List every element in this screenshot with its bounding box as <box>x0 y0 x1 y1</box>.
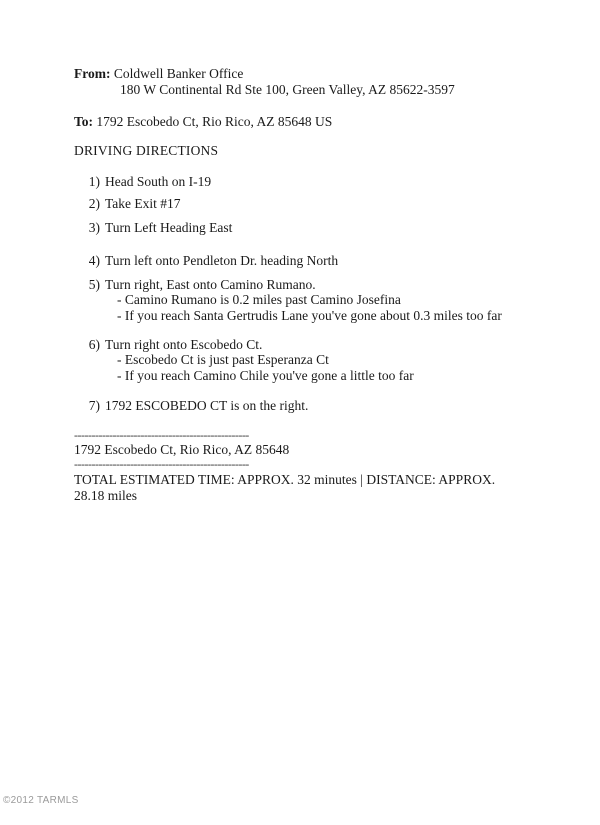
from-address: 180 W Continental Rd Ste 100, Green Valley, AZ 85622-3597 <box>120 82 455 97</box>
step-number: 7) <box>88 398 100 413</box>
step-number: 2) <box>88 196 100 211</box>
step-1 <box>74 174 211 190</box>
step-text: Turn left onto Pendleton Dr. heading North <box>105 253 339 268</box>
divider-top: -------------------------------------------------- <box>74 428 249 442</box>
step-3 <box>74 220 232 236</box>
from-line <box>74 66 243 82</box>
step-text: 1792 ESCOBEDO CT is on the right. <box>105 398 309 413</box>
step-text: Turn right, East onto Camino Rumano. <box>105 277 316 292</box>
step-number: 1) <box>88 174 100 189</box>
step-7 <box>74 398 308 414</box>
summary-line-2: 28.18 miles <box>74 488 137 503</box>
step-6-note-1: - Escobedo Ct is just past Esperanza Ct <box>117 352 329 367</box>
step-text: Take Exit #17 <box>105 196 181 211</box>
step-5-note-1: - Camino Rumano is 0.2 miles past Camino Josefina <box>117 292 401 307</box>
destination-address: 1792 Escobedo Ct, Rio Rico, AZ 85648 <box>74 442 290 457</box>
step-5 <box>74 277 316 293</box>
step-number: 3) <box>88 220 100 235</box>
step-text: Turn right onto Escobedo Ct. <box>105 337 263 352</box>
step-number: 6) <box>88 337 100 352</box>
step-2 <box>74 196 181 212</box>
copyright-watermark: ©2012 TARMLS <box>3 795 79 806</box>
to-label: To: <box>74 114 94 129</box>
from-label: From: <box>74 66 111 81</box>
step-6-note-2: - If you reach Camino Chile you've gone a little too far <box>117 368 414 383</box>
from-name: Coldwell Banker Office <box>113 66 244 81</box>
step-5-note-2: - If you reach Santa Gertrudis Lane you've gone about 0.3 miles too far <box>117 308 502 323</box>
step-6 <box>74 337 262 353</box>
step-number: 4) <box>88 253 100 268</box>
to-line <box>74 114 332 130</box>
step-text: Head South on I-19 <box>105 174 212 189</box>
divider-bottom: -------------------------------------------------- <box>74 457 249 471</box>
to-address: 1792 Escobedo Ct, Rio Rico, AZ 85648 US <box>96 114 333 129</box>
step-text: Turn Left Heading East <box>105 220 233 235</box>
step-4 <box>74 253 338 269</box>
step-number: 5) <box>88 277 100 292</box>
directions-heading: DRIVING DIRECTIONS <box>74 143 219 158</box>
summary-line-1: TOTAL ESTIMATED TIME: APPROX. 32 minutes | DISTANCE: APPROX. <box>74 472 496 487</box>
